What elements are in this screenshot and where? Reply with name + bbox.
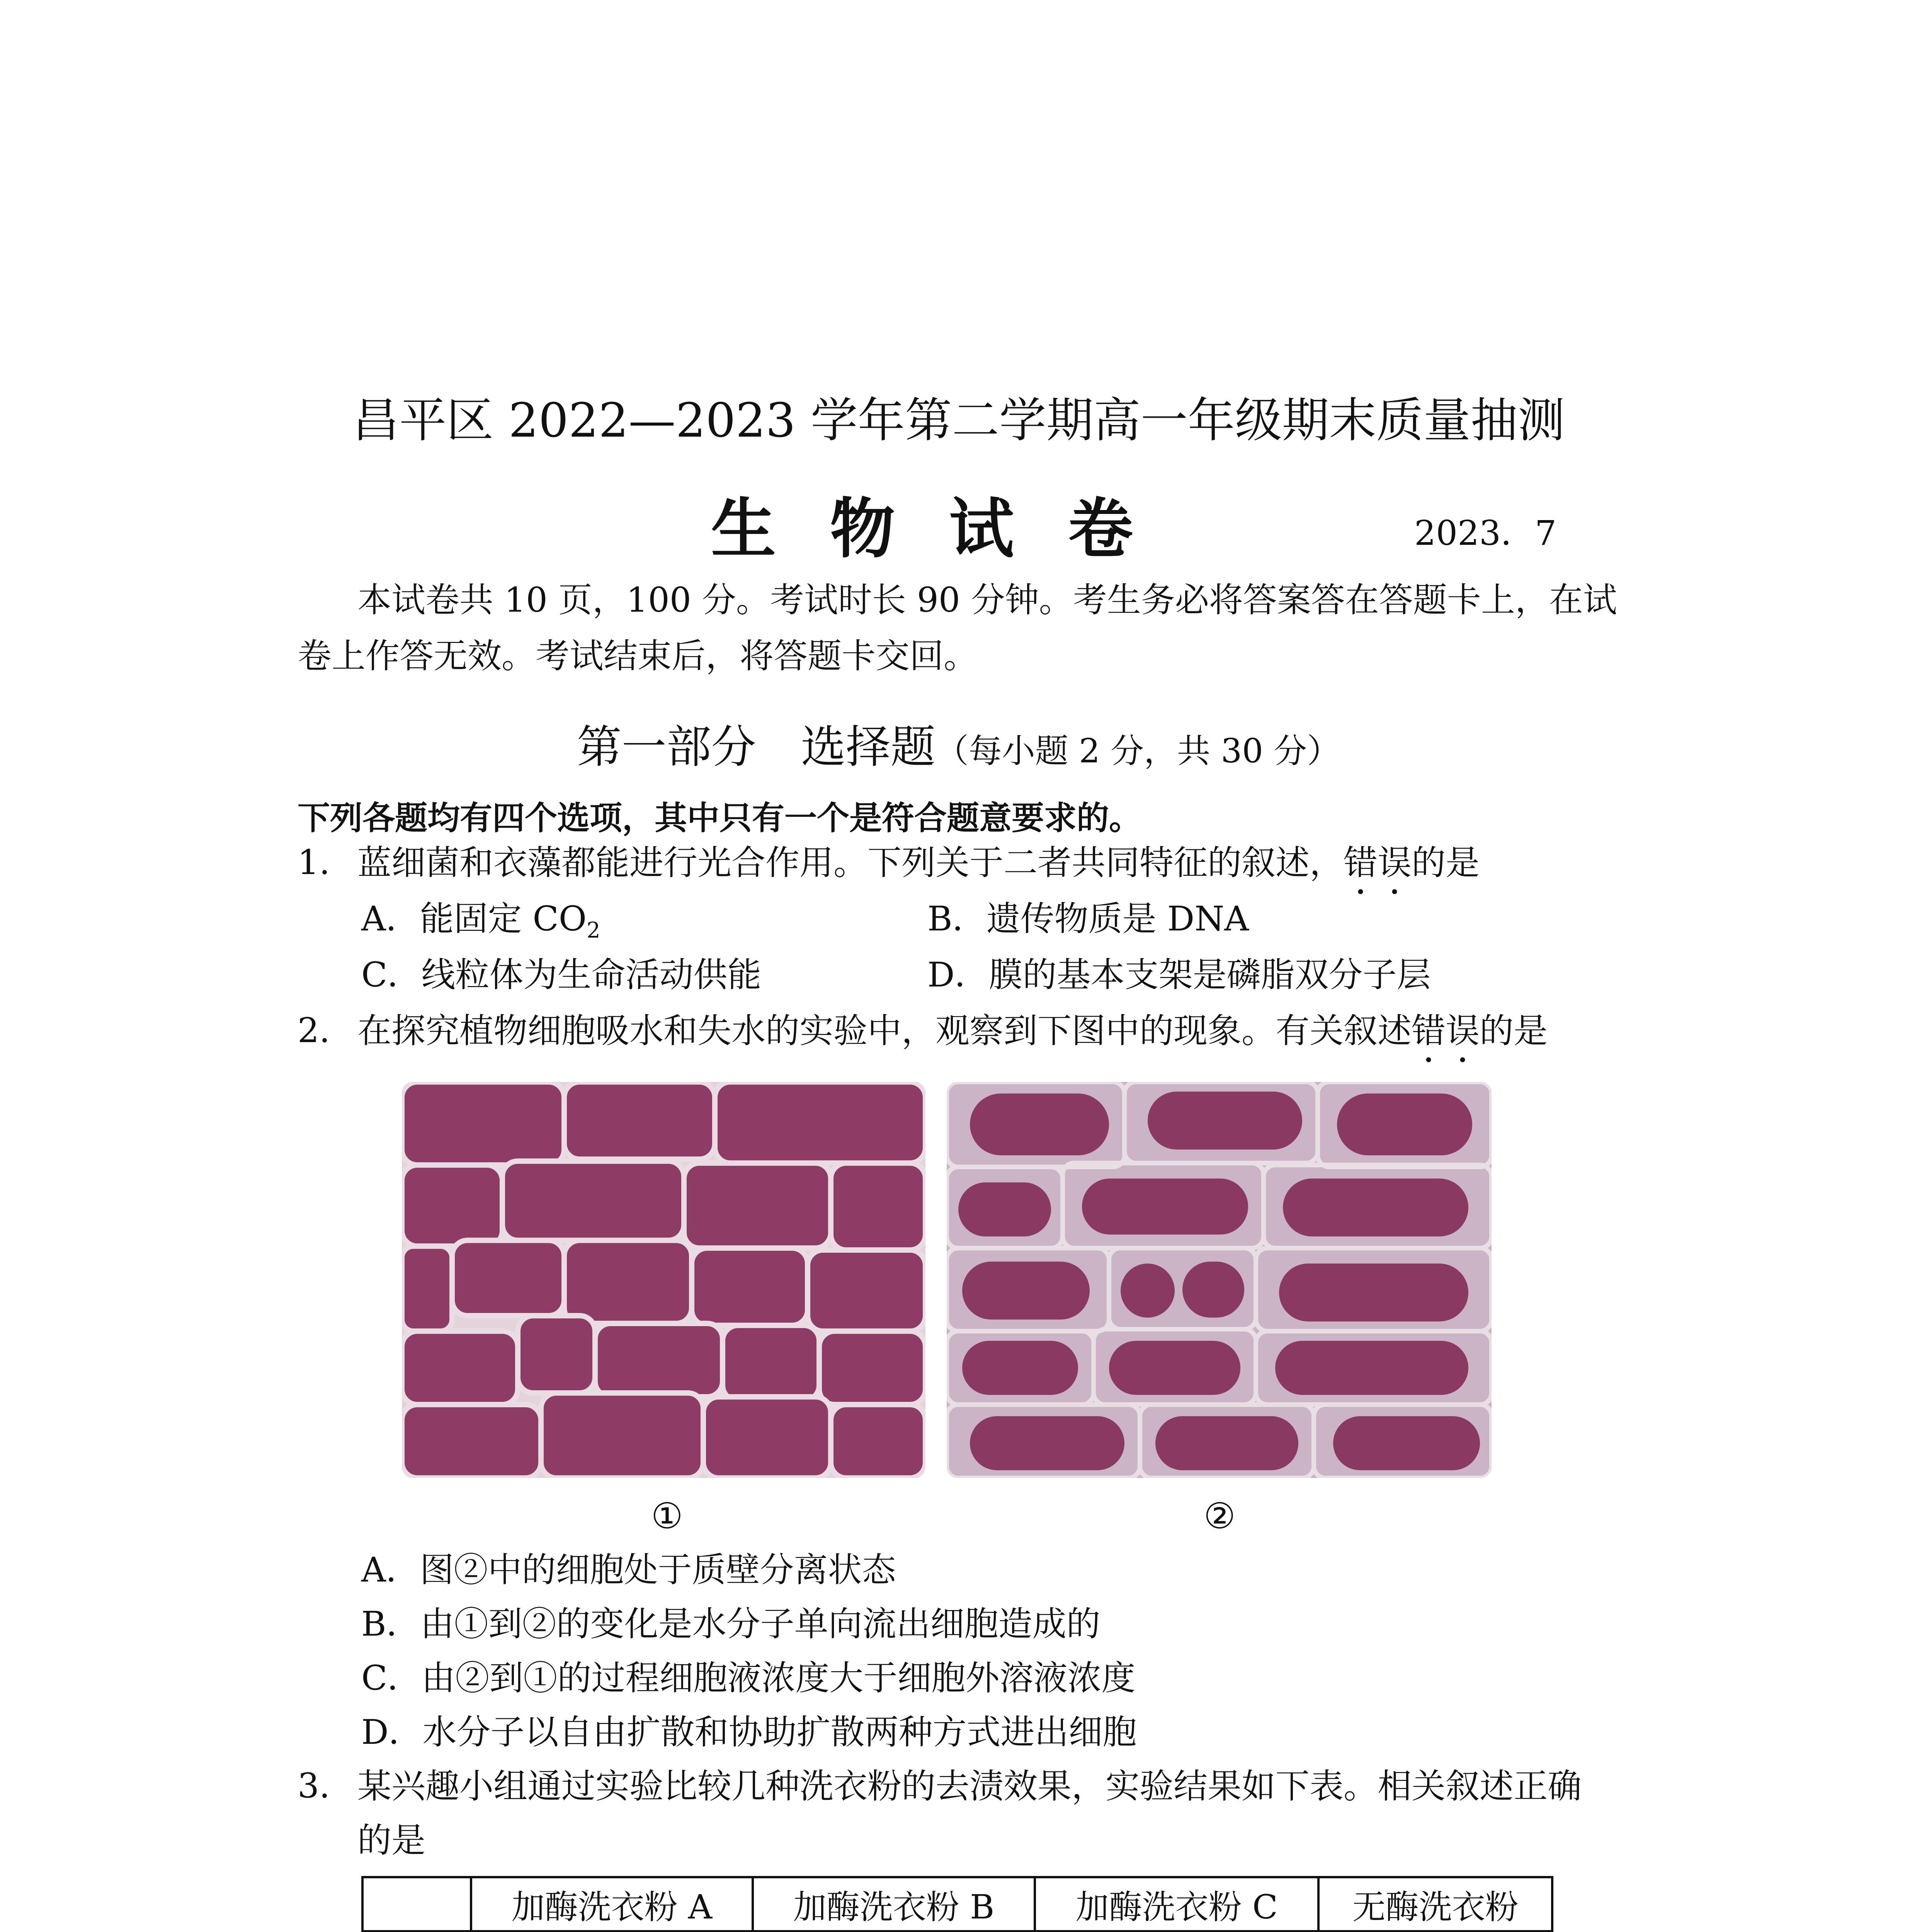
table-header-cell: 加酶洗衣粉 A	[471, 1877, 753, 1931]
q2-number: 2.	[298, 1010, 330, 1050]
q2-option-a: A．图②中的细胞处于质壁分离状态	[361, 1550, 896, 1590]
table-header-cell: 加酶洗衣粉 B	[753, 1877, 1035, 1931]
q2-option-b: B．由①到②的变化是水分子单向流出细胞造成的	[361, 1604, 1101, 1644]
q1-option-b: B．遗传物质是 DNA	[927, 899, 1249, 939]
exam-date: 2023．7	[1414, 513, 1556, 553]
table-header-row	[362, 1877, 1552, 1931]
table-header-cell: 加酶洗衣粉 C	[1035, 1877, 1318, 1931]
instructions-line-1: 本试卷共 10 页，100 分。考试时长 90 分钟。考生务必将答案答在答题卡上，在试	[357, 580, 1617, 620]
micrograph-2-cells	[947, 1082, 1492, 1478]
q2-option-c: C．由②到①的过程细胞液浓度大于细胞外溶液浓度	[361, 1658, 1136, 1698]
q1-stem-text: 蓝细菌和衣藻都能进行光合作用。下列关于二者共同特征的叙述，	[357, 843, 1344, 883]
q1-stem-emphasis: 错误	[1344, 843, 1412, 883]
q3-number: 3.	[298, 1766, 330, 1806]
q1-option-c: C．线粒体为生命活动供能	[361, 955, 762, 995]
exam-title: 昌平区 2022—2023 学年第二学期高一年级期末质量抽测	[352, 393, 1565, 448]
section-points: （每小题 2 分，共 30 分）	[935, 732, 1340, 770]
q2-stem	[357, 1010, 1548, 1070]
q2-stem-text: 在探究植物细胞吸水和失水的实验中，观察到下图中的现象。有关叙述	[357, 1011, 1412, 1051]
q1-number: 1.	[298, 842, 330, 882]
q1-stem	[357, 842, 1480, 902]
q3-stem-line-2: 的是	[357, 1820, 426, 1860]
q3-stem-line-1: 某兴趣小组通过实验比较几种洗衣粉的去渍效果，实验结果如下表。相关叙述正确	[357, 1766, 1582, 1806]
q1-option-a-subscript: 2	[587, 918, 600, 943]
q2-option-d: D．水分子以自由扩散和协助扩散两种方式进出细胞	[361, 1712, 1137, 1752]
detergent-results-table	[361, 1876, 1553, 1932]
micrograph-1-caption: ①	[651, 1495, 683, 1537]
instructions-line-2: 卷上作答无效。考试结束后，将答题卡交回。	[298, 636, 978, 676]
micrograph-2-caption: ②	[1204, 1495, 1236, 1537]
q2-stem-end: 的是	[1480, 1011, 1548, 1051]
q1-option-a	[361, 898, 600, 944]
micrograph-2	[947, 1082, 1492, 1478]
section-directive: 下列各题均有四个选项，其中只有一个是符合题意要求的。	[298, 799, 1142, 837]
table-header-cell: 无酶洗衣粉	[1318, 1877, 1552, 1931]
section-title	[0, 711, 1917, 776]
q1-stem-end: 的是	[1412, 843, 1480, 883]
q1-option-a-text: A．能固定 CO	[361, 899, 587, 939]
subject-title: 生物试卷	[711, 490, 1187, 567]
micrograph-1	[402, 1082, 925, 1478]
micrograph-1-cells	[402, 1082, 925, 1478]
table-header-cell	[362, 1877, 471, 1931]
section-name: 第一部分 选择题	[577, 721, 936, 773]
q1-option-d: D．膜的基本支架是磷脂双分子层	[927, 955, 1431, 995]
q2-stem-emphasis: 错误	[1412, 1011, 1480, 1051]
